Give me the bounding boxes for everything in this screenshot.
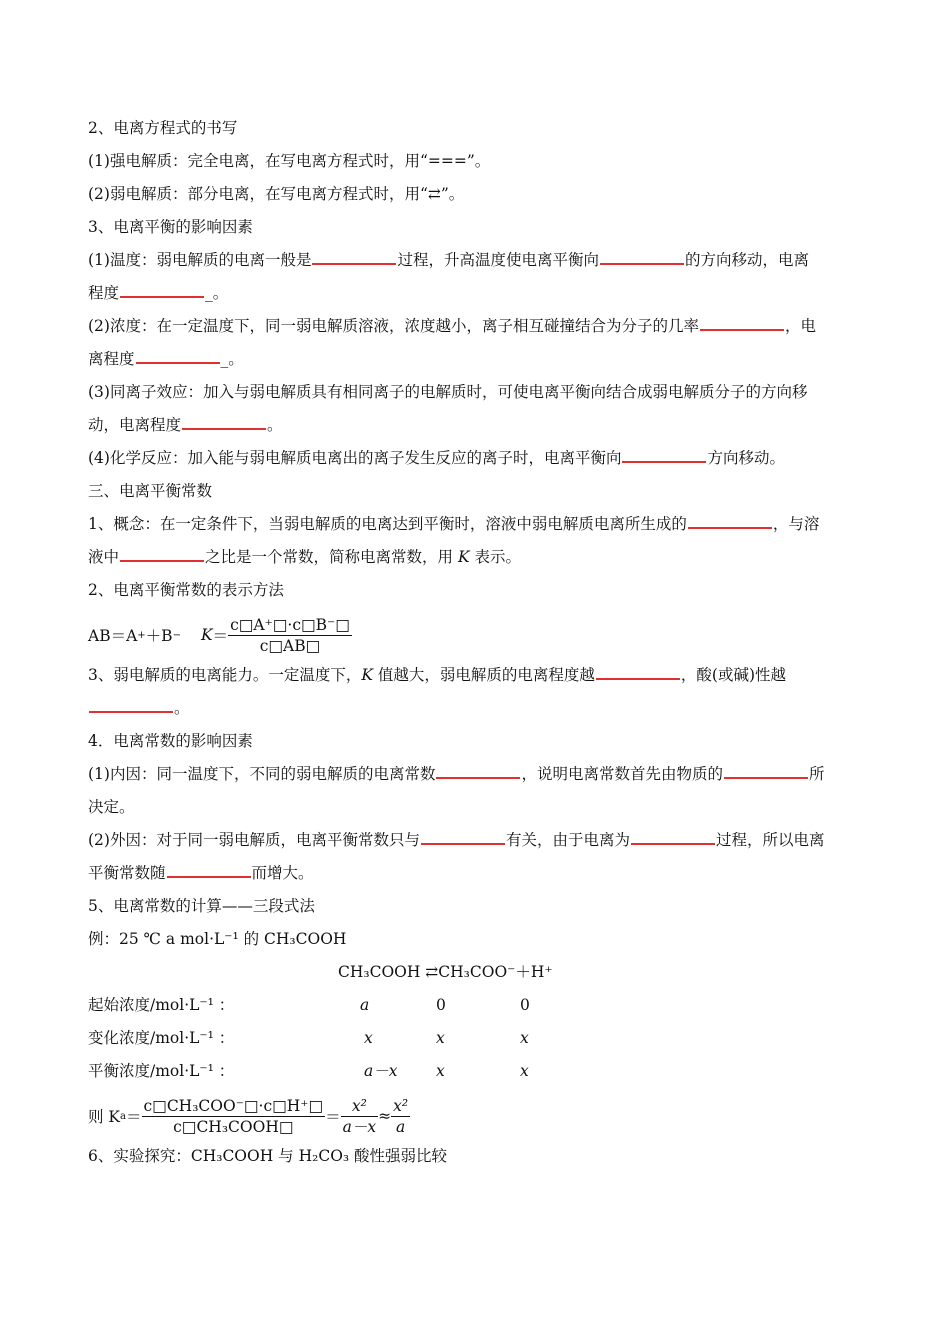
text: 1、概念：在一定条件下，当弱电解质的电离达到平衡时，溶液中弱电解质电离所生成的: [88, 515, 687, 533]
paragraph: [88, 758, 864, 791]
text: ，说明电离常数首先由物质的: [521, 765, 723, 783]
section-title: 3、电离平衡的影响因素: [88, 218, 253, 236]
text: 而增大。: [251, 864, 314, 882]
text: 表示。: [474, 548, 522, 566]
text: 之比是一个常数，简称电离常数，用: [205, 548, 454, 566]
answer-blank[interactable]: [631, 829, 715, 845]
cell: 0: [436, 996, 446, 1014]
paragraph: 2、电离平衡常数的表示方法: [88, 581, 284, 599]
answer-blank[interactable]: [622, 447, 706, 463]
section-title: 4．电离常数的影响因素: [88, 732, 253, 750]
equation-text: ＋B: [145, 627, 173, 645]
superscript: +: [137, 629, 146, 641]
table-row: [88, 1055, 864, 1088]
answer-blank[interactable]: [688, 513, 772, 529]
paragraph: 决定。: [88, 798, 135, 816]
text: (2)外因：对于同一弱电解质，电离平衡常数只与: [88, 831, 420, 849]
paragraph: [88, 409, 864, 442]
fraction-numerator: c□CH₃COO⁻□·c□H⁺□: [143, 1096, 324, 1115]
paragraph: [88, 824, 864, 857]
text: 有关，由于电离为: [505, 831, 630, 849]
paragraph: [88, 310, 864, 343]
answer-blank[interactable]: [312, 249, 396, 265]
answer-blank[interactable]: [596, 664, 680, 680]
text: 所: [808, 765, 825, 783]
answer-blank[interactable]: [436, 763, 520, 779]
equals-sign: ＝: [125, 1108, 142, 1126]
text: 。: [174, 699, 190, 717]
cell: a－x: [364, 1062, 398, 1080]
answer-blank[interactable]: [724, 763, 808, 779]
symbol-k: K: [361, 666, 373, 684]
superscript: −: [172, 629, 181, 641]
section-title: 5、电离常数的计算——三段式法: [88, 897, 315, 915]
fraction-denominator: a: [395, 1117, 406, 1136]
fraction: [142, 1097, 326, 1136]
paragraph: [88, 442, 864, 475]
table-row: [88, 989, 864, 1022]
paragraph: [88, 659, 864, 692]
text: 过程，升高温度使电离平衡向: [397, 251, 599, 269]
text: (2)浓度：在一定温度下，同一弱电解质溶液，浓度越小，离子相互碰撞结合为分子的几率: [88, 317, 699, 335]
fraction-numerator: x²: [341, 1097, 378, 1117]
text: 的方向移动，电离: [684, 251, 809, 269]
text: ，电: [784, 317, 816, 335]
answer-blank[interactable]: [700, 315, 784, 331]
fraction-denominator: c□CH₃COOH□: [173, 1117, 294, 1136]
row-label: 起始浓度/mol·L⁻¹ ：: [88, 996, 235, 1014]
section-title: 三、电离平衡常数: [88, 482, 213, 500]
paragraph: [88, 343, 864, 376]
fraction-denominator: a－x: [342, 1117, 377, 1136]
table-row: [88, 1022, 864, 1055]
text: 动，电离程度: [88, 416, 182, 434]
paragraph: [88, 277, 864, 310]
paragraph: [88, 244, 864, 277]
equilibrium-constant-equation: [88, 611, 864, 659]
paragraph: [88, 508, 864, 541]
text: _。: [205, 284, 229, 302]
fraction: [341, 1097, 378, 1136]
answer-blank[interactable]: [89, 697, 173, 713]
text: 离程度: [88, 350, 135, 368]
ka-equation: [88, 1092, 864, 1140]
fraction-numerator: c□A⁺□·c□B⁻□: [230, 615, 350, 634]
row-label: 平衡浓度/mol·L⁻¹ ：: [88, 1062, 235, 1080]
text: 过程，所以电离: [715, 831, 825, 849]
text: 。: [267, 416, 283, 434]
reaction-equation: CH₃COOH ⇄CH₃COO⁻＋H⁺: [338, 963, 553, 981]
cell: x: [436, 1029, 445, 1047]
paragraph: 例：25 ℃ a mol·L⁻¹ 的 CH₃COOH: [88, 930, 347, 948]
answer-blank[interactable]: [120, 546, 204, 562]
subscript: a: [120, 1110, 126, 1122]
fraction: [391, 1097, 410, 1136]
fraction: [228, 616, 352, 655]
cell: x: [520, 1029, 529, 1047]
text: 值越大，弱电解质的电离程度越: [377, 666, 595, 684]
answer-blank[interactable]: [120, 282, 204, 298]
paragraph: (1)强电解质：完全电离，在写电离方程式时，用“===”。: [88, 152, 491, 170]
paragraph: [88, 857, 864, 890]
cell: 0: [520, 996, 530, 1014]
text: (1)内因：同一温度下，不同的弱电解质的电离常数: [88, 765, 436, 783]
text: 液中: [88, 548, 120, 566]
text: 程度: [88, 284, 120, 302]
section-title: 6、实验探究：CH₃COOH 与 H₂CO₃ 酸性强弱比较: [88, 1147, 448, 1165]
text: ，与溶: [772, 515, 820, 533]
answer-blank[interactable]: [167, 862, 251, 878]
section-title: 2、电离方程式的书写: [88, 119, 238, 137]
paragraph: [88, 541, 864, 574]
document-page: [88, 112, 864, 1173]
equation-text: AB＝A: [88, 627, 138, 645]
answer-blank[interactable]: [421, 829, 505, 845]
cell: a: [360, 996, 370, 1014]
text: _。: [220, 350, 244, 368]
fraction-denominator: c□AB□: [259, 636, 321, 655]
cell: x: [436, 1062, 445, 1080]
equation-text: 则 K: [88, 1108, 121, 1126]
text: 平衡常数随: [88, 864, 166, 882]
fraction-numerator: x²: [393, 1096, 409, 1115]
text: 3、弱电解质的电离能力。一定温度下，: [88, 666, 362, 684]
cell: x: [520, 1062, 529, 1080]
paragraph: (2)弱电解质：部分电离，在写电离方程式时，用“⇄”。: [88, 185, 465, 203]
paragraph: (3)同离子效应：加入与弱电解质具有相同离子的电解质时，可使电离平衡向结合成弱电解质分子的方向移: [88, 383, 808, 401]
symbol-k: K: [457, 548, 470, 566]
text: ，酸(或碱)性越: [680, 666, 787, 684]
answer-blank[interactable]: [136, 348, 220, 364]
text: (4)化学反应：加入能与弱电解质电离出的离子发生反应的离子时，电离平衡向: [88, 449, 622, 467]
equals-sign: ＝: [212, 627, 229, 645]
paragraph: [88, 692, 864, 725]
answer-blank[interactable]: [182, 414, 266, 430]
symbol-k: K: [200, 626, 213, 644]
row-label: 变化浓度/mol·L⁻¹ ：: [88, 1029, 235, 1047]
text: 方向移动。: [707, 449, 785, 467]
approx-sign: ≈: [378, 1107, 392, 1125]
equals-sign: ＝: [325, 1108, 341, 1126]
cell: x: [364, 1029, 373, 1047]
answer-blank[interactable]: [600, 249, 684, 265]
text: (1)温度：弱电解质的电离一般是: [88, 251, 312, 269]
